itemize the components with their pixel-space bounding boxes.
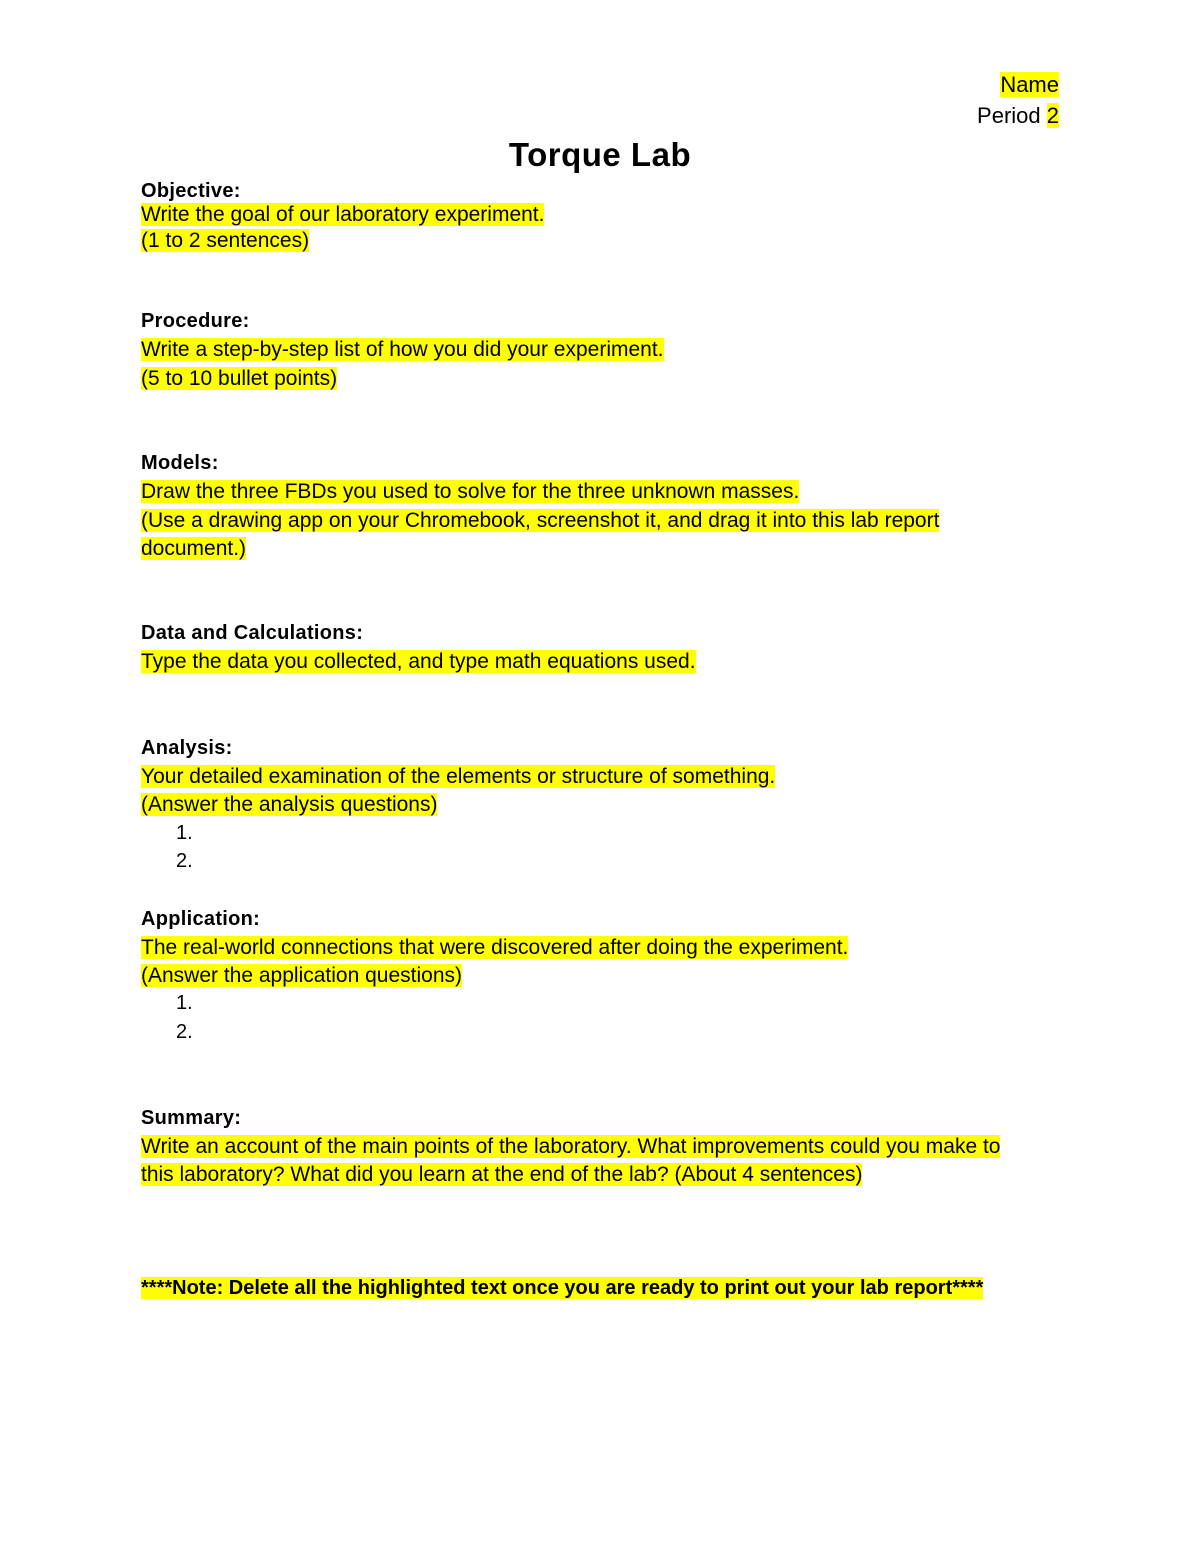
analysis-heading: Analysis: — [141, 737, 233, 759]
delete-note: ****Note: Delete all the highlighted text once you are ready to print out your lab report**** — [141, 1277, 984, 1299]
analysis-line-2: (Answer the analysis questions) — [141, 793, 438, 816]
name-field — [1000, 72, 1059, 98]
application-item-1: 1. — [176, 992, 193, 1014]
models-line-1: Draw the three FBDs you used to solve for the three unknown masses. — [141, 480, 800, 503]
procedure-heading: Procedure: — [141, 310, 250, 332]
summary-heading: Summary: — [141, 1107, 242, 1129]
summary-line-2: this laboratory? What did you learn at the end of the lab? (About 4 sentences) — [141, 1163, 863, 1186]
models-heading: Models: — [141, 452, 219, 474]
analysis-item-2: 2. — [176, 850, 193, 872]
objective-line-1: Write the goal of our laboratory experiment. — [141, 203, 545, 226]
procedure-line-1: Write a step-by-step list of how you did your experiment. — [141, 338, 664, 361]
application-heading: Application: — [141, 908, 261, 930]
period-value: 2 — [1046, 103, 1059, 128]
summary-line-1: Write an account of the main points of the laboratory. What improvements could you make to — [141, 1135, 1001, 1158]
models-line-3: document.) — [141, 537, 247, 560]
data-calc-line-1: Type the data you collected, and type math equations used. — [141, 650, 696, 673]
name-label: Name — [1000, 72, 1059, 97]
objective-line-2: (1 to 2 sentences) — [141, 229, 310, 252]
period-field — [977, 103, 1059, 129]
application-line-2: (Answer the application questions) — [141, 964, 463, 987]
period-label: Period — [977, 103, 1041, 128]
models-line-2: (Use a drawing app on your Chromebook, screenshot it, and drag it into this lab report — [141, 509, 940, 532]
document-title: Torque Lab — [508, 136, 692, 173]
application-line-1: The real-world connections that were discovered after doing the experiment. — [141, 936, 849, 959]
data-calc-heading: Data and Calculations: — [141, 622, 364, 644]
procedure-line-2: (5 to 10 bullet points) — [141, 367, 338, 390]
analysis-line-1: Your detailed examination of the elements or structure of something. — [141, 765, 776, 788]
application-item-2: 2. — [176, 1021, 193, 1043]
analysis-item-1: 1. — [176, 822, 193, 844]
objective-heading: Objective: — [141, 180, 241, 202]
